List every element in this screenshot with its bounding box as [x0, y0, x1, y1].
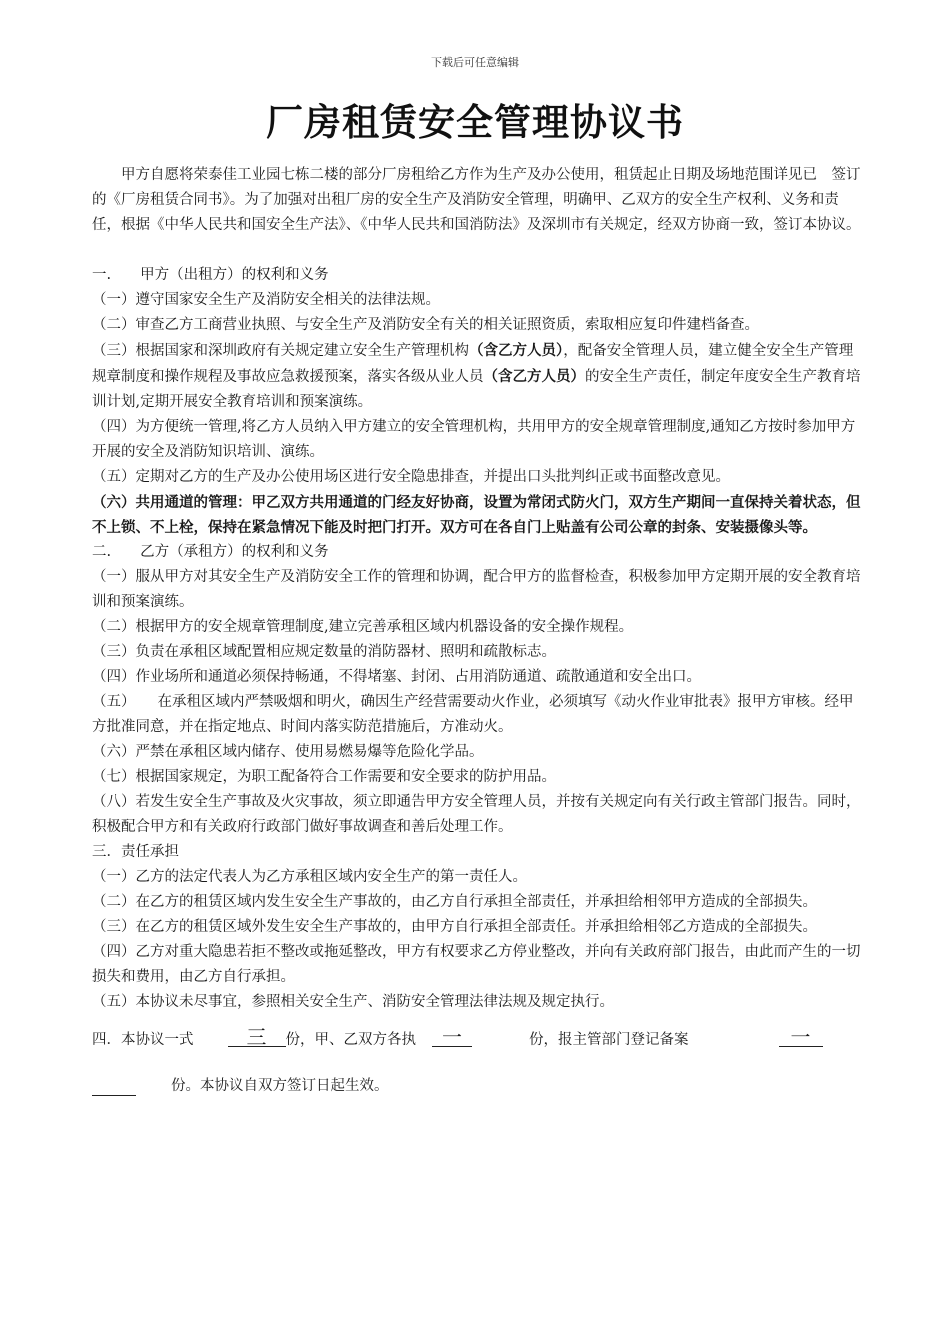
section2-item-5 — [92, 690, 862, 740]
section4-text: 四．本协议一式 — [92, 1032, 194, 1048]
section3-item-3: （三）在乙方的租赁区域外发生安全生产事故的，由甲方自行承担全部责任。并承担给相邻乙方造成的全部损失。 — [92, 919, 817, 935]
section2-item-1: （一）服从甲方对其安全生产及消防安全工作的管理和协调，配合甲方的监督检查，积极参加甲方定期开展的安全教育培训和预案演练。 — [92, 569, 861, 610]
intro-paragraph: 甲方自愿将荣泰佳工业园七栋二楼的部分厂房租给乙方作为生产及办公使用，租赁起止日期及场地范围详见已 签订的《厂房租赁合同书》。为了加强对出租厂房的安全生产及消防安全管理，明确甲、乙双方的安全生产权利、义务和责任，根据《中华人民共和国安全生产法》、《中华人民共和国消防法》及深圳市有关规定，经双方协商一致，签订本协议。 — [92, 167, 861, 233]
empty-blank — [92, 1077, 136, 1096]
item-text: 的安全生产责任，制定年度安全生产教育培训计划,定期开展安全教育培训和预案演练。 — [92, 369, 861, 410]
copies-total-blank: 三 — [228, 1028, 286, 1047]
copies-each-blank: 一 — [432, 1028, 472, 1047]
spacer — [92, 238, 862, 263]
section1-heading — [92, 263, 862, 288]
section4-text: 份，甲、乙双方各执 — [285, 1032, 416, 1048]
section2-item-8: （八）若发生安全生产事故及火灾事故，须立即通告甲方安全管理人员，并按有关规定向有关行政主管部门报告。同时，积极配合甲方和有关政府行政部门做好事故调查和善后处理工作。 — [92, 794, 861, 835]
section4-text: 份。本协议自双方签订日起生效。 — [171, 1078, 389, 1094]
section1-number: 一. — [92, 267, 112, 283]
section2-item-6: （六）严禁在承租区域内储存、使用易燃易爆等危险化学品。 — [92, 744, 484, 760]
section1-item-2: （二）审查乙方工商营业执照、与安全生产及消防安全有关的相关证照资质，索取相应复印件建档备查。 — [92, 317, 759, 333]
section2-item-7: （七）根据国家规定，为职工配备符合工作需要和安全要求的防护用品。 — [92, 769, 556, 785]
item-emphasis: （含乙方人员） — [469, 342, 564, 359]
section2-heading — [92, 540, 862, 565]
header-note: 下载后可任意编辑 — [431, 56, 519, 69]
section1-item-3 — [92, 338, 862, 415]
item-text: （三）根据国家和深圳政府有关规定建立安全生产管理机构 — [92, 343, 469, 359]
item-emphasis: （含乙方人员） — [483, 368, 585, 385]
copies-filed-blank: 一 — [779, 1028, 823, 1047]
section4-line-1 — [92, 1025, 862, 1055]
section1-item-6: （六）共用通道的管理：甲乙双方共用通道的门经友好协商，设置为常闭式防火门，双方生产期间一直保持关着状态，但不上锁、不上栓，保持在紧急情况下能及时把门打开。双方可在各自门上贴盖有公司公章的封条、安装摄像头等。 — [92, 494, 861, 536]
section3-item-5: （五）本协议未尽事宜，参照相关安全生产、消防安全管理法律法规及规定执行。 — [92, 994, 614, 1010]
section1-item-1: （一）遵守国家安全生产及消防安全相关的法律法规。 — [92, 292, 440, 308]
section3-heading: 三．责任承担 — [92, 844, 179, 860]
item-text: 在承租区域内严禁吸烟和明火，确因生产经营需要动火作业，必须填写《动火作业审批表》报甲方审核。经甲方批准同意，并在指定地点、时间内落实防范措施后，方准动火。 — [92, 694, 854, 735]
document-body — [92, 163, 862, 1101]
section1-item-5: （五）定期对乙方的生产及办公使用场区进行安全隐患排查，并提出口头批判纠正或书面整改意见。 — [92, 469, 730, 485]
section3-item-2: （二）在乙方的租赁区域内发生安全生产事故的，由乙方自行承担全部责任，并承担给相邻甲方造成的全部损失。 — [92, 894, 817, 910]
section4-text: 份，报主管部门登记备案 — [529, 1032, 689, 1048]
item-text: ，配备安全管理人员，建立健全安全生产管理规章制度和操作规程及事故应急救援预案，落实各级从业人员 — [92, 343, 854, 385]
section2-title: 乙方（承租方）的权利和义务 — [140, 544, 329, 560]
section3-item-4: （四）乙方对重大隐患若拒不整改或拖延整改，甲方有权要求乙方停业整改，并向有关政府部门报告，由此而产生的一切损失和费用，由乙方自行承担。 — [92, 944, 861, 985]
section2-item-4: （四）作业场所和通道必须保持畅通，不得堵塞、封闭、占用消防通道、疏散通道和安全出口。 — [92, 669, 701, 685]
section1-item-4: （四）为方便统一管理,将乙方人员纳入甲方建立的安全管理机构，共用甲方的安全规章管理制度,通知乙方按时参加甲方开展的安全及消防知识培训、演练。 — [92, 419, 856, 460]
section2-item-2: （二）根据甲方的安全规章管理制度,建立完善承租区域内机器设备的安全操作规程。 — [92, 619, 634, 635]
section4-line-2 — [92, 1071, 862, 1101]
section2-number: 二. — [92, 544, 112, 560]
section1-title: 甲方（出租方）的权利和义务 — [140, 267, 329, 283]
item-number: （五） — [92, 694, 136, 710]
section3-item-1: （一）乙方的法定代表人为乙方承租区域内安全生产的第一责任人。 — [92, 869, 527, 885]
document-title: 厂房租赁安全管理协议书 — [266, 100, 684, 144]
section2-item-3: （三）负责在承租区域配置相应规定数量的消防器材、照明和疏散标志。 — [92, 644, 556, 660]
